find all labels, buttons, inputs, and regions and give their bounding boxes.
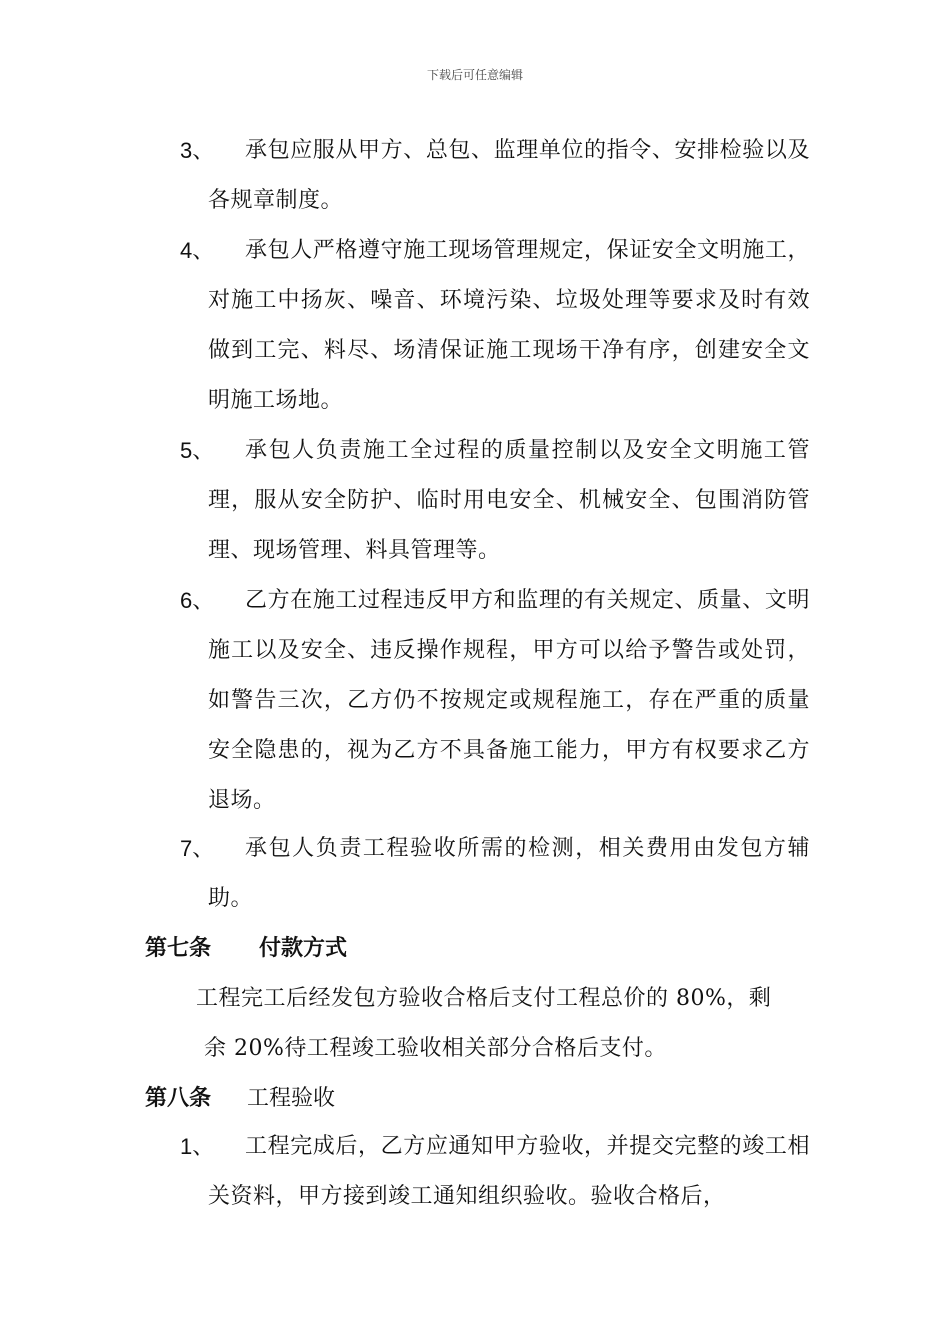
section-number: 第七条 bbox=[145, 936, 212, 961]
item-number: 3、 bbox=[180, 138, 215, 163]
page-header: 下载后可任意编辑 bbox=[426, 68, 523, 82]
acceptance-item-1 bbox=[180, 1122, 810, 1222]
item-number: 7、 bbox=[180, 836, 215, 861]
payment-line-2: 余 20%待工程竣工验收相关部分合格后支付。 bbox=[204, 1036, 667, 1061]
item-number: 1、 bbox=[180, 1134, 215, 1159]
item-number: 4、 bbox=[180, 238, 215, 263]
section-number: 第八条 bbox=[145, 1086, 212, 1111]
section-heading-8 bbox=[145, 1074, 335, 1124]
item-text: 乙方在施工过程违反甲方和监理的有关规定、质量、文明施工以及安全、违反操作规程，甲方可以给予警告或处罚，如警告三次，乙方仍不按规定或规程施工，存在严重的质量安全隐患的，视为乙方不具备施工能力，甲方有权要求乙方退场。 bbox=[208, 588, 810, 813]
clause-item-6 bbox=[180, 576, 810, 826]
item-text: 承包应服从甲方、总包、监理单位的指令、安排检验以及各规章制度。 bbox=[208, 138, 810, 213]
item-text: 承包人负责施工全过程的质量控制以及安全文明施工管理，服从安全防护、临时用电安全、机械安全、包围消防管理、现场管理、料具管理等。 bbox=[208, 438, 810, 563]
clause-item-5 bbox=[180, 426, 810, 576]
clause-item-4 bbox=[180, 226, 810, 426]
item-number: 5、 bbox=[180, 438, 215, 463]
section-heading-7 bbox=[145, 924, 347, 974]
item-text: 承包人严格遵守施工现场管理规定，保证安全文明施工，对施工中扬灰、噪音、环境污染、垃圾处理等要求及时有效做到工完、料尽、场清保证施工现场干净有序，创建安全文明施工场地。 bbox=[208, 238, 810, 413]
item-number: 6、 bbox=[180, 588, 215, 613]
clause-item-7 bbox=[180, 824, 810, 924]
section-title: 付款方式 bbox=[259, 936, 348, 961]
section-title: 工程验收 bbox=[247, 1086, 336, 1111]
item-text: 工程完成后，乙方应通知甲方验收，并提交完整的竣工相关资料，甲方接到竣工通知组织验收。验收合格后， bbox=[208, 1134, 810, 1209]
item-text: 承包人负责工程验收所需的检测，相关费用由发包方辅助。 bbox=[208, 836, 810, 911]
clause-item-3 bbox=[180, 126, 810, 226]
payment-line-1: 工程完工后经发包方验收合格后支付工程总价的 80%，剩 bbox=[196, 986, 772, 1011]
payment-paragraph bbox=[196, 974, 808, 1074]
